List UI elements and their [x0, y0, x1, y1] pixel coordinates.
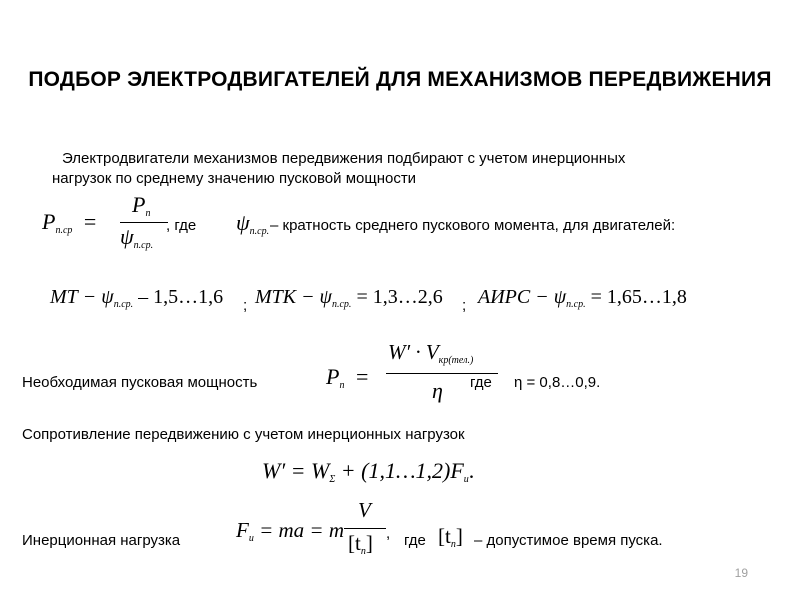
intro-line-1: Электродвигатели механизмов передвижения подбирают с учетом инерционных: [62, 150, 626, 167]
slide-title: ПОДБОР ЭЛЕКТРОДВИГАТЕЛЕЙ ДЛЯ МЕХАНИЗМОВ ПЕРЕДВИЖЕНИЯ: [28, 68, 772, 91]
power-label: Необходимая пусковая мощность: [22, 374, 258, 391]
intro-line-2: нагрузок по среднему значению пусковой мощности: [52, 170, 417, 187]
inertia-label: Инерционная нагрузка: [22, 532, 181, 549]
resistance-formula: $W' = W_\Sigma$ + $(1,1\dots 1,2)F_и$.: [262, 458, 475, 485]
page-number: 19: [734, 566, 748, 580]
resistance-label: Сопротивление передвижению с учетом инерционных нагрузок: [22, 426, 465, 443]
